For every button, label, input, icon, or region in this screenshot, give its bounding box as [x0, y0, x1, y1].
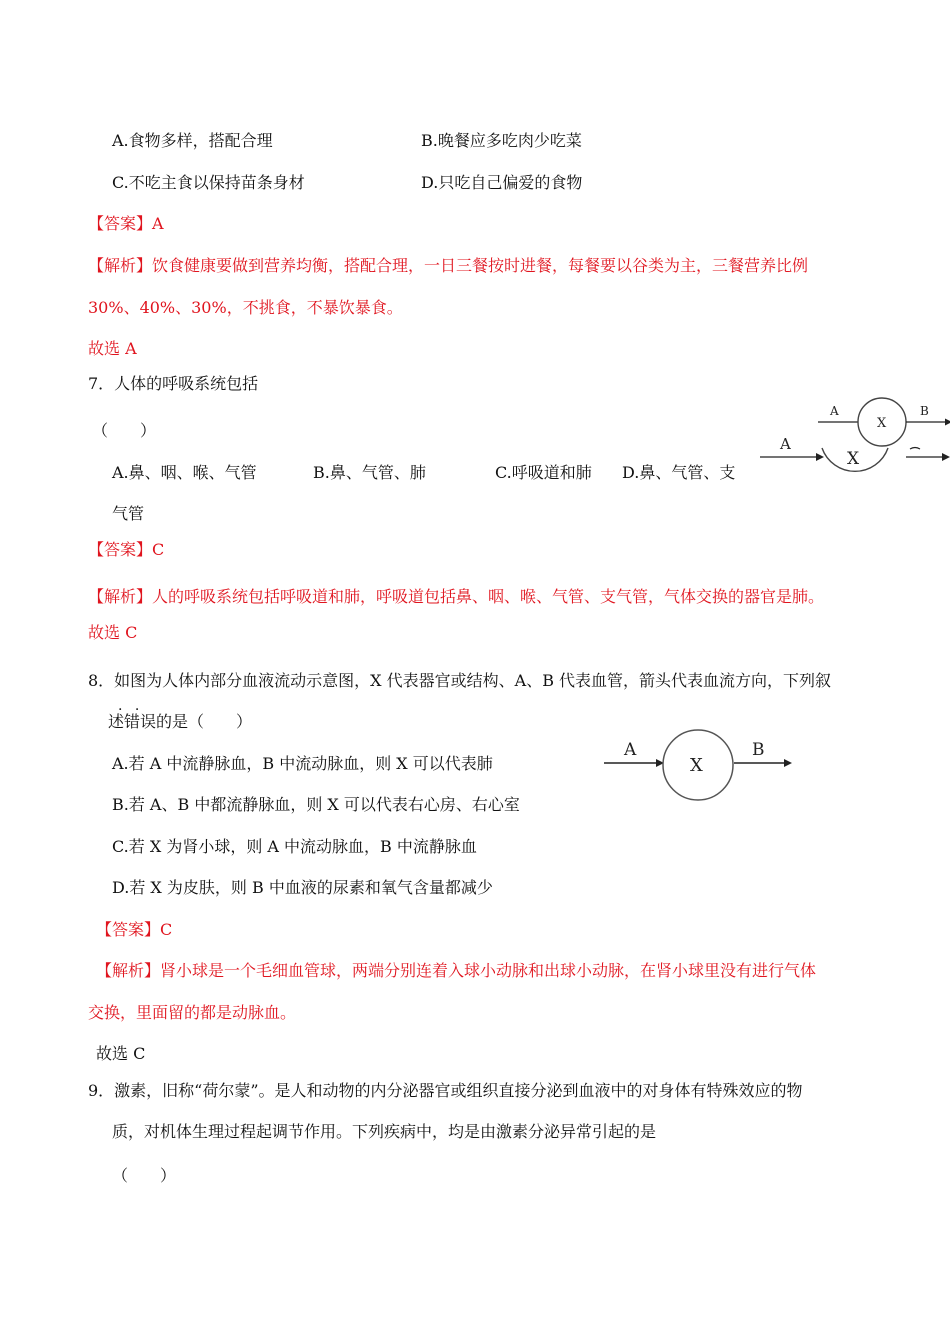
- q8-option-b: B.若 A、B 中都流静脉血，则 X 可以代表右心房、右心室: [112, 795, 520, 814]
- q7-option-d: D.鼻、气管、支: [622, 463, 736, 482]
- diagram-label-x-small: X: [877, 416, 887, 431]
- diagram-label-b-small: B: [920, 404, 929, 418]
- analysis-text: 饮食健康要做到营养均衡，搭配合理，一日三餐按时进餐，每餐要以谷类为主，三餐营养比例: [152, 256, 809, 275]
- q8-choose: 故选 C: [96, 1044, 146, 1063]
- q9-stem-continued: 质，对机体生理过程起调节作用。下列疾病中，均是由激素分泌异常引起的是: [112, 1122, 657, 1141]
- diagram-label-b: B: [752, 740, 765, 760]
- answer-tag: 【答案】: [88, 214, 153, 233]
- q7-option-d-continued: 气管: [112, 504, 145, 523]
- q7-analysis: [88, 587, 824, 607]
- analysis-text: 人的呼吸系统包括呼吸道和肺，呼吸道包括鼻、咽、喉、气管、支气管，气体交换的器官是肺。: [152, 587, 825, 606]
- diagram-label-a-large: A: [780, 435, 791, 453]
- arrow-b-head: [784, 759, 792, 767]
- diagram-label-x-large: X: [847, 449, 860, 469]
- analysis-tag: 【解析】: [96, 961, 161, 980]
- analysis-tag: 【解析】: [88, 587, 153, 606]
- answer-value: C: [152, 540, 165, 559]
- q7-stem: 7．人体的呼吸系统包括: [88, 374, 259, 393]
- q8-option-c: C.若 X 为肾小球，则 A 中流动脉血，B 中流静脉血: [112, 837, 477, 856]
- q8-analysis-line-2: 交换，里面留的都是动脉血。: [88, 1003, 297, 1022]
- q8-option-a: A.若 A 中流静脉血，B 中流动脉血，则 X 可以代表肺: [112, 754, 493, 773]
- analysis-text: 肾小球是一个毛细血管球，两端分别连着入球小动脉和出球小动脉，在肾小球里没有进行气体: [160, 961, 817, 980]
- q6-analysis-line-2: 30%、40%、30%，不挑食，不暴饮暴食。: [88, 298, 403, 317]
- q8-option-d: D.若 X 为皮肤，则 B 中血液的尿素和氧气含量都减少: [112, 878, 493, 897]
- diagram-label-a: A: [624, 740, 637, 760]
- q8-stem: 8．如图为人体内部分血液流动示意图，X 代表器官或结构、A、B 代表血管，箭头代表血流方向，下列叙: [88, 671, 832, 690]
- diagram-label-a-small: A: [830, 404, 839, 418]
- q7-option-b: B.鼻、气管、肺: [313, 463, 426, 482]
- answer-tag: 【答案】: [88, 540, 153, 559]
- arrow-b-large-head: [942, 453, 950, 461]
- q6-option-c: C.不吃主食以保持苗条身材: [112, 173, 305, 192]
- arrow-a-large-head: [816, 453, 824, 461]
- diagram-overlap-artifact: [760, 390, 950, 500]
- q7-option-c: C.呼吸道和肺: [495, 463, 592, 482]
- label-b-fragment: [910, 448, 920, 450]
- analysis-tag: 【解析】: [88, 256, 153, 275]
- q9-parentheses: （ ）: [112, 1166, 177, 1185]
- q7-answer: [88, 540, 164, 560]
- diagram-label-x: X: [690, 755, 703, 776]
- answer-value: A: [152, 214, 164, 233]
- q6-answer: [88, 214, 164, 234]
- q6-analysis-line-1: [88, 256, 808, 276]
- q6-option-d: D.只吃自己偏爱的食物: [421, 173, 583, 192]
- arrow-b-small-head: [945, 419, 950, 426]
- q6-option-a: A.食物多样，搭配合理: [112, 131, 273, 150]
- emphasis-dots: . .: [118, 698, 144, 714]
- q7-option-a: A.鼻、咽、喉、气管: [112, 463, 257, 482]
- q8-stem-continued: 述错误的是（ ）: [108, 712, 253, 731]
- q8-answer: [96, 920, 172, 940]
- q6-option-b: B.晚餐应多吃肉少吃菜: [421, 131, 582, 150]
- q7-choose: 故选 C: [88, 623, 138, 642]
- answer-value: C: [160, 920, 173, 939]
- q9-stem: 9．激素，旧称“荷尔蒙”。是人和动物的内分泌器官或组织直接分泌到血液中的对身体有特殊效应的物: [88, 1081, 803, 1100]
- blood-flow-diagram: [600, 725, 800, 805]
- q6-choose: 故选 A: [88, 339, 137, 358]
- q7-parentheses: （ ）: [92, 421, 157, 440]
- answer-tag: 【答案】: [96, 920, 161, 939]
- q8-analysis-line-1: [96, 961, 816, 981]
